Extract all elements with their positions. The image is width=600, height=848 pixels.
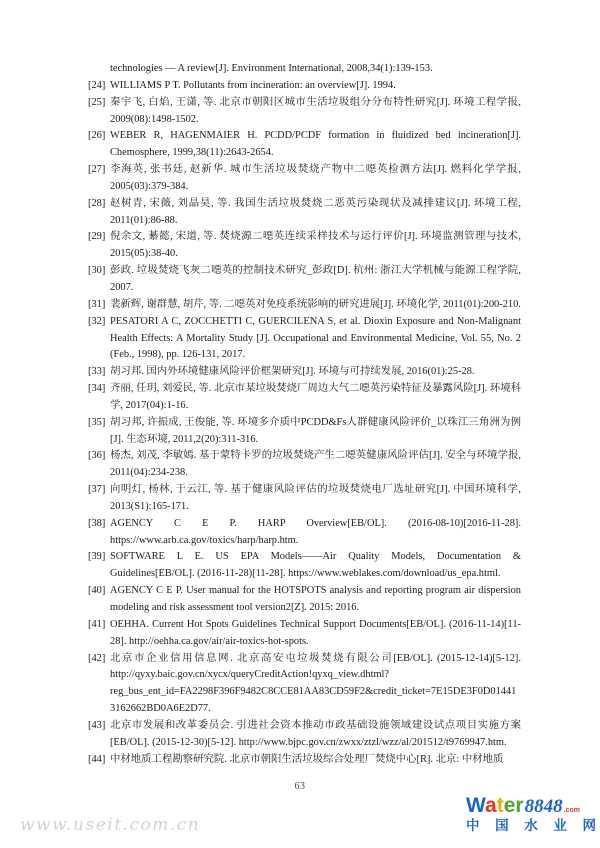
- reference-number: [39]: [88, 551, 106, 563]
- reference-number: [38]: [88, 517, 106, 529]
- water8848-logo: [466, 795, 600, 833]
- references-list: [88, 61, 521, 768]
- page-number: 63: [294, 781, 306, 792]
- reference-number: [36]: [88, 450, 106, 462]
- reference-text: 胡习邦. 国内外环境健康风险评价框架研究[J]. 环境与可持续发展, 2016(01):25-28.: [110, 366, 475, 378]
- reference-number: [44]: [88, 753, 106, 765]
- reference-number: [24]: [88, 79, 106, 91]
- reference-item: [88, 229, 521, 263]
- reference-number: [42]: [88, 652, 106, 664]
- logo-tld-text: .com: [563, 807, 580, 814]
- reference-text: 李海英, 张书廷, 赵新华. 城市生活垃圾焚烧产物中二噁英检测方法[J]. 燃料化学学报, 2005(03):379-384.: [110, 164, 521, 192]
- reference-text: 中材地质工程勘察研究院. 北京市朝阳生活垃圾综合处理厂焚烧中心[R]. 北京: 中材地质: [110, 753, 504, 765]
- reference-item: [88, 549, 521, 583]
- reference-text: 倪余文, 綦懿, 宋道, 等. 焚烧源二噁英连续采样技术与运行评价[J]. 环境监测管理与技术, 2015(05):38-40.: [110, 231, 521, 260]
- reference-item: [88, 516, 521, 550]
- reference-text: PESATORI A C, ZOCCHETTI C, GUERCILENA S, et al. Dioxin Exposure and Non-Malignant Health Effects: A Mortality Study [J]. Occupational and Environmental Medicine, Vol. 55, No. 2 (Feb., 1998), pp. 126-131, 2017.: [110, 315, 521, 361]
- reference-number: [29]: [88, 231, 106, 243]
- reference-text: 齐丽, 任玥, 刘爱民, 等. 北京市某垃圾焚烧厂周边大气二噁英污染特征及暴露风险[J]. 环境科学, 2017(04):1-16.: [110, 383, 521, 411]
- logo-water-text: Water: [466, 794, 524, 817]
- reference-item: [88, 162, 521, 196]
- reference-item: [88, 617, 521, 651]
- reference-text: 北京市企业信用信息网. 北京高安屯垃圾焚烧有限公司[EB/OL]. (2015-12-14)[5-12]. http://qyxy.baic.gov.cn/xycx/queryCreditAction!qyxq_view.dhtml?reg_bus_ent_id=FA2298F396F9482C8CCE81AA83CD59F2&credit_ticket=7E15DE3F0D014413162662BD0A6E2D77.: [110, 652, 521, 715]
- reference-item: [88, 381, 521, 415]
- reference-item: [88, 448, 521, 482]
- reference-item: [88, 583, 521, 617]
- reference-number: [33]: [88, 366, 106, 378]
- reference-number: [34]: [88, 383, 106, 395]
- reference-number: [35]: [88, 416, 106, 428]
- reference-number: [32]: [88, 315, 106, 327]
- reference-number: [40]: [88, 585, 106, 597]
- reference-number: [43]: [88, 719, 106, 731]
- reference-item: [88, 364, 521, 381]
- reference-text: SOFTWARE L E. US EPA Models——Air Quality Models, Documentation & Guidelines[EB/OL]. (2016-11-28)[11-28]. https://www.weblakes.com/download/us_epa.html.: [110, 551, 521, 580]
- useit-watermark: www.useit.com.cn: [20, 815, 201, 835]
- reference-text: 秦宇飞, 白焰, 王潇, 等. 北京市朝阳区城市生活垃圾组分分布特性研究[J]. 环境工程学报, 2009(08):1498-1502.: [110, 96, 521, 125]
- reference-number: [31]: [88, 298, 106, 310]
- reference-item: [88, 128, 521, 162]
- reference-item: [88, 314, 521, 365]
- reference-item: [88, 415, 521, 449]
- reference-item: [88, 78, 521, 95]
- reference-number: [27]: [88, 164, 106, 176]
- logo-wordmark: [466, 795, 600, 816]
- reference-text: WEBER R, HAGENMAIER H. PCDD/PCDF formation in fluidized bed incineration[J]. Chemosphere, 1999,38(11):2643-2654.: [110, 130, 521, 159]
- logo-number-text: 8848: [524, 796, 563, 817]
- reference-text: AGENCY C E P. User manual for the HOTSPOTS analysis and reporting program air dispersion modeling and risk assessment tool version2[Z]. 2015: 2016.: [110, 585, 521, 613]
- reference-continuation-line: technologies — A review[J]. Environment International, 2008,34(1):139-153.: [110, 63, 433, 74]
- reference-text: OEHHA. Current Hot Spots Guidelines Technical Support Documents[EB/OL]. (2016-11-14)[11-28]. http://oehha.ca.gov/air/air-toxics-hot-spots.: [110, 618, 521, 647]
- reference-text: WILLIAMS P T. Pollutants from incineration: an overview[J]. 1994.: [110, 79, 396, 91]
- reference-item: [88, 482, 521, 516]
- reference-item: [88, 263, 521, 297]
- reference-item: [88, 95, 521, 129]
- reference-item: [88, 297, 521, 314]
- reference-text: 胡习邦, 许振成, 王俊能, 等. 环境多介质中PCDD&Fs人群健康风险评价_以珠江三角洲为例[J]. 生态环境, 2011,2(20):311-316.: [110, 416, 521, 445]
- reference-text: 向明灯, 杨林, 于云江, 等. 基于健康风险评估的垃圾焚烧电厂选址研究[J]. 中国环境科学, 2013(S1):165-171.: [110, 484, 521, 512]
- reference-text: 彭政. 垃圾焚烧飞灰二噁英的控制技术研究_彭政[D]. 杭州: 浙江大学机械与能源工程学院, 2007.: [110, 265, 521, 293]
- reference-item: [88, 651, 521, 718]
- reference-text: AGENCY C E P. HARP Overview[EB/OL]. (2016-08-10)[2016-11-28]. https://www.arb.ca.gov/toxics/harp/harp.htm.: [110, 517, 521, 546]
- reference-number: [41]: [88, 618, 106, 630]
- reference-text: 北京市发展和改革委员会. 引进社会资本推动市政基础设施领域建设试点项目实施方案[EB/OL]. (2015-12-30)[5-12]. http://www.bjpc.gov.cn/zwxx/ztzl/wzz/al/201512/t9769947.htm.: [110, 719, 521, 748]
- reference-number: [28]: [88, 197, 106, 209]
- reference-text: 裴新辉, 谢群慧, 胡芹, 等. 二噁英对免疫系统影响的研究进展[J]. 环境化学, 2011(01):200-210.: [110, 298, 521, 310]
- logo-subtitle: 中 国 水 业 网: [466, 818, 596, 833]
- reference-item: [88, 752, 521, 769]
- reference-number: [37]: [88, 484, 106, 496]
- reference-item: [88, 196, 521, 230]
- reference-item: [88, 718, 521, 752]
- reference-number: [26]: [88, 130, 106, 142]
- reference-number: [30]: [88, 265, 106, 277]
- reference-number: [25]: [88, 96, 106, 108]
- reference-text: 杨杰, 刘茂, 李敏嫣. 基于蒙特卡罗的垃圾焚烧产生二噁英健康风险评估[J]. 安全与环境学报, 2011(04):234-238.: [110, 450, 521, 479]
- reference-text: 赵树青, 宋薇, 刘晶昊, 等. 我国生活垃圾焚烧二恶英污染现状及减排建议[J]. 环境工程, 2011(01):86-88.: [110, 197, 521, 226]
